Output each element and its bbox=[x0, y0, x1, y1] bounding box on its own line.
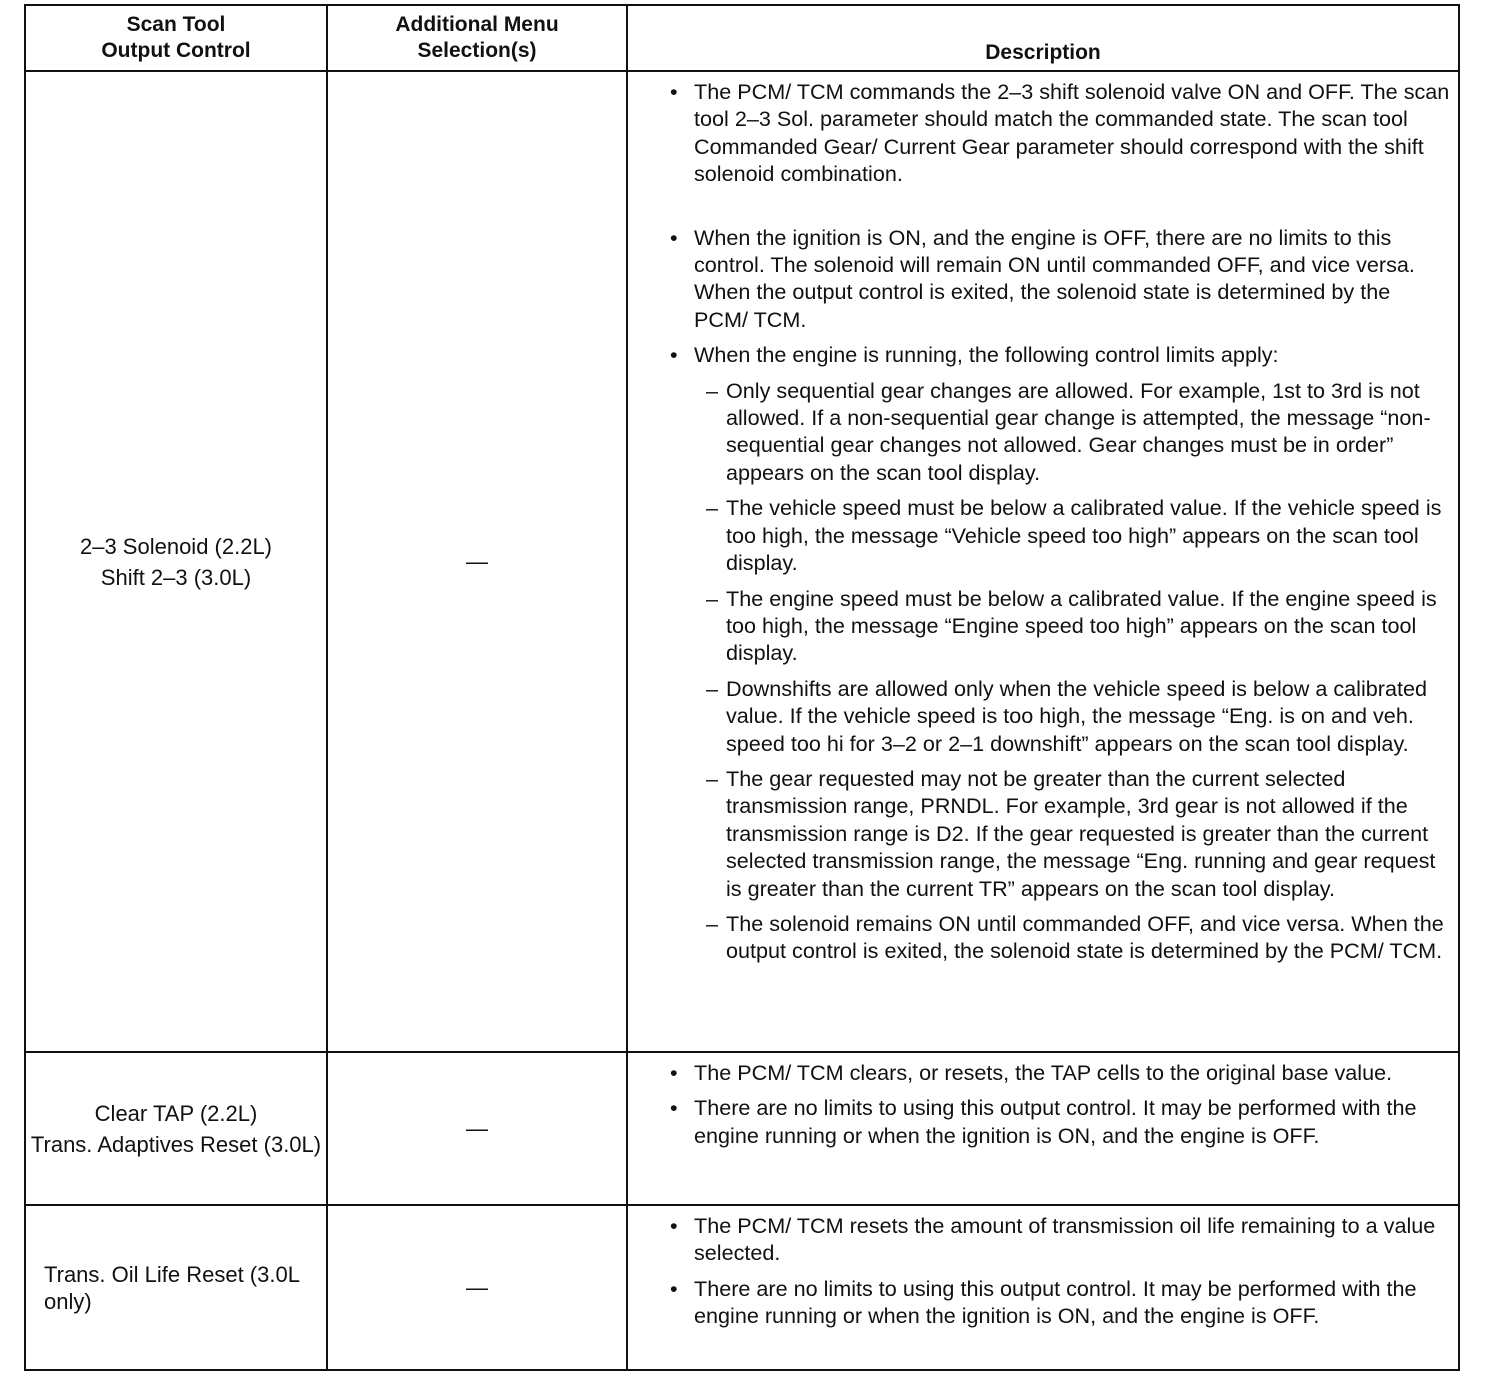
dash-icon: – bbox=[706, 377, 719, 403]
item-text: The PCM/ TCM clears, or resets, the TAP cells to the original base value. bbox=[694, 1060, 1393, 1085]
header-line: Scan Tool bbox=[126, 13, 226, 36]
output-control-cell bbox=[25, 1052, 327, 1205]
header-line: Output Control bbox=[101, 39, 251, 62]
bullet-item bbox=[668, 1094, 1450, 1149]
sub-item bbox=[668, 585, 1450, 667]
dash-icon: – bbox=[706, 910, 719, 936]
bullet-icon: • bbox=[670, 1213, 678, 1238]
sub-item bbox=[668, 910, 1450, 965]
dash-icon: – bbox=[706, 675, 719, 701]
bullet-item bbox=[668, 341, 1450, 368]
item-text: The vehicle speed must be below a calibrated value. If the vehicle speed is too high, the message “Vehicle speed too high” appears on the scan tool display. bbox=[726, 495, 1442, 576]
bullet-icon: • bbox=[670, 1275, 678, 1301]
menu-selection-cell: — bbox=[327, 1205, 627, 1370]
bullet-item bbox=[668, 78, 1450, 188]
output-control-table bbox=[24, 4, 1460, 1371]
output-control-cell bbox=[25, 1205, 327, 1370]
table-row bbox=[25, 1205, 1459, 1370]
bullet-icon: • bbox=[670, 342, 678, 368]
dash-icon: – bbox=[706, 585, 719, 611]
item-text: There are no limits to using this output control. It may be performed with the engine running or when the ignition is ON, and the engine is OFF. bbox=[694, 1095, 1417, 1148]
table-row bbox=[25, 71, 1459, 1052]
output-control-name: 2–3 Solenoid (2.2L) bbox=[79, 533, 273, 559]
item-text: The gear requested may not be greater than the current selected transmission range, PRNDL. For example, 3rd gear is not allowed if the transmission range is D2. If the gear requested is greater than the current selected transmission range, the message “Eng. running and gear request is greater than the current TR” appears on the scan tool display. bbox=[726, 765, 1436, 901]
item-text: The PCM/ TCM resets the amount of transmission oil life remaining to a value selected. bbox=[694, 1213, 1436, 1266]
item-text: The engine speed must be below a calibrated value. If the engine speed is too high, the message “Engine speed too high” appears on the scan tool display. bbox=[726, 585, 1437, 666]
sub-item bbox=[668, 494, 1450, 576]
item-text: The PCM/ TCM commands the 2–3 shift solenoid valve ON and OFF. The scan tool 2–3 Sol. parameter should match the commanded state. The scan tool Commanded Gear/ Current Gear parameter should correspond with the shift solenoid combination. bbox=[694, 79, 1450, 187]
bullet-icon: • bbox=[670, 1060, 678, 1085]
bullet-item bbox=[668, 1059, 1450, 1086]
output-control-cell bbox=[25, 71, 327, 1052]
header-line: Additional Menu bbox=[395, 13, 559, 36]
output-control-name: Trans. Adaptives Reset (3.0L) bbox=[30, 1131, 322, 1157]
item-text: The solenoid remains ON until commanded OFF, and vice versa. When the output control is exited, the solenoid state is determined by the PCM/ TCM. bbox=[726, 910, 1444, 964]
item-text: There are no limits to using this output control. It may be performed with the engine running or when the ignition is ON, and the engine is OFF. bbox=[694, 1275, 1417, 1329]
menu-selection-cell: — bbox=[327, 71, 627, 1052]
bullet-icon: • bbox=[670, 79, 678, 104]
output-control-name: Shift 2–3 (3.0L) bbox=[100, 564, 252, 590]
item-text: When the ignition is ON, and the engine is OFF, there are no limits to this control. The solenoid will remain ON until commanded OFF, and vice versa. When the output control is exited, the solenoid state is determined by the PCM/ TCM. bbox=[694, 224, 1415, 332]
header-scan-tool-output-control bbox=[25, 5, 327, 71]
sub-item bbox=[668, 377, 1450, 487]
item-text: Only sequential gear changes are allowed. For example, 1st to 3rd is not allowed. If a non-sequential gear change is attempted, the message “non-sequential gear changes not allowed. Gear changes must be in order” appears on the scan tool display. bbox=[726, 377, 1431, 485]
menu-selection-cell: — bbox=[327, 1052, 627, 1205]
bullet-item bbox=[668, 1212, 1450, 1267]
output-control-name: Trans. Oil Life Reset (3.0L only) bbox=[44, 1261, 300, 1314]
output-control-name: Clear TAP (2.2L) bbox=[94, 1100, 258, 1126]
item-text: Downshifts are allowed only when the vehicle speed is below a calibrated value. If the vehicle speed is too high, the message “Eng. is on and veh. speed too hi for 3–2 or 2–1 downshift” appears on the scan tool display. bbox=[726, 675, 1427, 756]
bullet-icon: • bbox=[670, 224, 678, 250]
bullet-icon: • bbox=[670, 1095, 678, 1121]
sub-item bbox=[668, 675, 1450, 757]
dash-icon: – bbox=[706, 495, 719, 521]
bullet-item bbox=[668, 1275, 1450, 1330]
bullet-item bbox=[668, 224, 1450, 334]
header-line: Selection(s) bbox=[417, 39, 537, 62]
description-cell bbox=[627, 71, 1459, 1052]
description-cell bbox=[627, 1052, 1459, 1205]
header-description bbox=[627, 5, 1459, 71]
header-row bbox=[25, 5, 1459, 71]
header-additional-menu bbox=[327, 5, 627, 71]
dash-icon: – bbox=[706, 765, 719, 791]
sub-item bbox=[668, 765, 1450, 902]
item-text: When the engine is running, the following control limits apply: bbox=[694, 342, 1279, 368]
description-cell bbox=[627, 1205, 1459, 1370]
table-row bbox=[25, 1052, 1459, 1205]
header-line: Description bbox=[985, 41, 1101, 64]
